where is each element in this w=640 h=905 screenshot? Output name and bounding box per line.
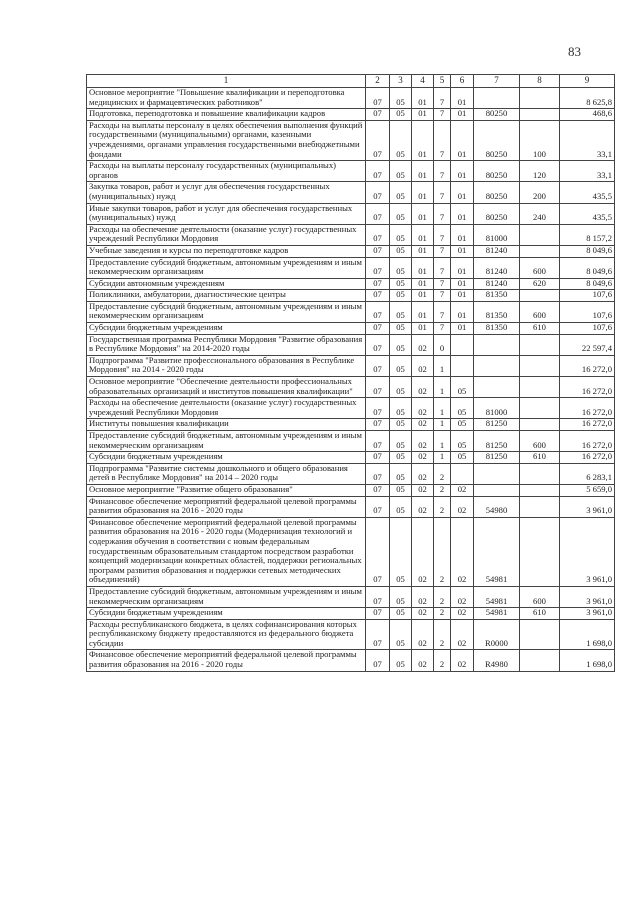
program-cell: 01 <box>412 109 434 121</box>
program-cell: 02 <box>412 619 434 650</box>
expense-name-cell: Подпрограмма "Развитие профессионального образования в Республике Мордовия" на 2014 - 2020 годы <box>87 355 366 376</box>
table-row <box>87 431 615 452</box>
prz-cell: 05 <box>390 323 412 335</box>
subprogram-cell: 2 <box>434 619 451 650</box>
rz-cell: 07 <box>366 377 390 398</box>
prz-cell: 05 <box>390 109 412 121</box>
direction-cell <box>474 463 520 484</box>
table-row <box>87 161 615 182</box>
rz-cell: 07 <box>366 88 390 109</box>
event-cell: 02 <box>451 484 474 496</box>
direction-cell: 80250 <box>474 120 520 160</box>
column-header: 8 <box>520 75 560 88</box>
column-header: 1 <box>87 75 366 88</box>
amount-cell: 8 157,2 <box>560 224 615 245</box>
event-cell: 01 <box>451 224 474 245</box>
rz-cell: 07 <box>366 496 390 517</box>
rz-cell: 07 <box>366 245 390 257</box>
prz-cell: 05 <box>390 334 412 355</box>
subprogram-cell: 7 <box>434 203 451 224</box>
expense-name-cell: Государственная программа Республики Мордовия "Развитие образования в Республике Мордовия" на 2014-2020 годы <box>87 334 366 355</box>
budget-table <box>86 74 615 672</box>
event-cell: 05 <box>451 452 474 464</box>
direction-cell: 80250 <box>474 182 520 203</box>
vr-cell: 610 <box>520 608 560 620</box>
prz-cell: 05 <box>390 398 412 419</box>
event-cell: 05 <box>451 419 474 431</box>
event-cell: 02 <box>451 608 474 620</box>
table-row <box>87 608 615 620</box>
table-row <box>87 224 615 245</box>
vr-cell: 100 <box>520 120 560 160</box>
amount-cell: 107,6 <box>560 323 615 335</box>
event-cell: 01 <box>451 120 474 160</box>
program-cell: 02 <box>412 398 434 419</box>
direction-cell: 81240 <box>474 245 520 257</box>
direction-cell: 81240 <box>474 278 520 290</box>
expense-name-cell: Субсидии бюджетным учреждениям <box>87 323 366 335</box>
table-row <box>87 463 615 484</box>
subprogram-cell: 2 <box>434 517 451 586</box>
direction-cell <box>474 355 520 376</box>
prz-cell: 05 <box>390 224 412 245</box>
rz-cell: 07 <box>366 334 390 355</box>
event-cell <box>451 334 474 355</box>
subprogram-cell: 7 <box>434 245 451 257</box>
event-cell: 01 <box>451 323 474 335</box>
table-row <box>87 290 615 302</box>
program-cell: 02 <box>412 586 434 607</box>
table-row <box>87 484 615 496</box>
amount-cell: 435,5 <box>560 182 615 203</box>
vr-cell <box>520 245 560 257</box>
expense-name-cell: Расходы на выплаты персоналу в целях обеспечения выполнения функций государственными (муниципальными) органами, казенными учреждениями, органами управления государственными внебюджетными фондами <box>87 120 366 160</box>
amount-cell: 6 283,1 <box>560 463 615 484</box>
direction-cell: 81350 <box>474 323 520 335</box>
rz-cell: 07 <box>366 463 390 484</box>
subprogram-cell: 2 <box>434 496 451 517</box>
event-cell: 01 <box>451 278 474 290</box>
rz-cell: 07 <box>366 182 390 203</box>
program-cell: 02 <box>412 431 434 452</box>
direction-cell: 81250 <box>474 419 520 431</box>
subprogram-cell: 7 <box>434 257 451 278</box>
vr-cell <box>520 650 560 671</box>
table-row <box>87 377 615 398</box>
column-header: 9 <box>560 75 615 88</box>
rz-cell: 07 <box>366 109 390 121</box>
table-row <box>87 650 615 671</box>
table-row <box>87 586 615 607</box>
header-row <box>87 75 615 88</box>
program-cell: 01 <box>412 88 434 109</box>
table-row <box>87 334 615 355</box>
vr-cell: 240 <box>520 203 560 224</box>
amount-cell: 5 659,0 <box>560 484 615 496</box>
prz-cell: 05 <box>390 650 412 671</box>
program-cell: 02 <box>412 377 434 398</box>
subprogram-cell: 7 <box>434 88 451 109</box>
vr-cell <box>520 290 560 302</box>
amount-cell: 3 961,0 <box>560 496 615 517</box>
prz-cell: 05 <box>390 182 412 203</box>
expense-name-cell: Расходы на обеспечение деятельности (оказание услуг) государственных учреждений Республики Мордовия <box>87 398 366 419</box>
vr-cell: 600 <box>520 431 560 452</box>
vr-cell <box>520 377 560 398</box>
event-cell: 01 <box>451 161 474 182</box>
expense-name-cell: Предоставление субсидий бюджетным, автономным учреждениям и иным некоммерческим организациям <box>87 586 366 607</box>
direction-cell: R0000 <box>474 619 520 650</box>
event-cell: 01 <box>451 182 474 203</box>
vr-cell: 620 <box>520 278 560 290</box>
direction-cell: 54981 <box>474 586 520 607</box>
prz-cell: 05 <box>390 496 412 517</box>
vr-cell: 610 <box>520 452 560 464</box>
table-row <box>87 619 615 650</box>
prz-cell: 05 <box>390 355 412 376</box>
program-cell: 01 <box>412 203 434 224</box>
subprogram-cell: 2 <box>434 608 451 620</box>
amount-cell: 16 272,0 <box>560 452 615 464</box>
rz-cell: 07 <box>366 586 390 607</box>
table-row <box>87 245 615 257</box>
prz-cell: 05 <box>390 619 412 650</box>
amount-cell: 3 961,0 <box>560 608 615 620</box>
table-row <box>87 203 615 224</box>
rz-cell: 07 <box>366 203 390 224</box>
program-cell: 01 <box>412 161 434 182</box>
program-cell: 02 <box>412 496 434 517</box>
column-header: 4 <box>412 75 434 88</box>
vr-cell <box>520 88 560 109</box>
event-cell: 01 <box>451 203 474 224</box>
expense-name-cell: Расходы на выплаты персоналу государственных (муниципальных) органов <box>87 161 366 182</box>
subprogram-cell: 1 <box>434 355 451 376</box>
rz-cell: 07 <box>366 323 390 335</box>
subprogram-cell: 7 <box>434 120 451 160</box>
program-cell: 02 <box>412 650 434 671</box>
program-cell: 02 <box>412 334 434 355</box>
subprogram-cell: 7 <box>434 290 451 302</box>
column-header: 7 <box>474 75 520 88</box>
rz-cell: 07 <box>366 290 390 302</box>
vr-cell <box>520 496 560 517</box>
direction-cell: 54980 <box>474 496 520 517</box>
direction-cell: 81250 <box>474 431 520 452</box>
event-cell: 01 <box>451 109 474 121</box>
column-header: 5 <box>434 75 451 88</box>
subprogram-cell: 2 <box>434 650 451 671</box>
amount-cell: 16 272,0 <box>560 419 615 431</box>
subprogram-cell: 0 <box>434 334 451 355</box>
table-row <box>87 517 615 586</box>
table-row <box>87 419 615 431</box>
direction-cell: 80250 <box>474 109 520 121</box>
amount-cell: 107,6 <box>560 290 615 302</box>
event-cell: 01 <box>451 290 474 302</box>
event-cell: 01 <box>451 88 474 109</box>
expense-name-cell: Предоставление субсидий бюджетным, автономным учреждениям и иным некоммерческим организациям <box>87 301 366 322</box>
table-row <box>87 109 615 121</box>
rz-cell: 07 <box>366 431 390 452</box>
program-cell: 01 <box>412 257 434 278</box>
direction-cell: 81350 <box>474 301 520 322</box>
expense-name-cell: Предоставление субсидий бюджетным, автономным учреждениям и иным некоммерческим организациям <box>87 257 366 278</box>
expense-name-cell: Основное мероприятие "Развитие общего образования" <box>87 484 366 496</box>
direction-cell: 81240 <box>474 257 520 278</box>
direction-cell: 81350 <box>474 290 520 302</box>
rz-cell: 07 <box>366 419 390 431</box>
event-cell: 02 <box>451 650 474 671</box>
subprogram-cell: 7 <box>434 323 451 335</box>
rz-cell: 07 <box>366 161 390 182</box>
direction-cell <box>474 88 520 109</box>
program-cell: 02 <box>412 463 434 484</box>
vr-cell <box>520 398 560 419</box>
amount-cell: 3 961,0 <box>560 517 615 586</box>
table-row <box>87 278 615 290</box>
amount-cell: 33,1 <box>560 161 615 182</box>
prz-cell: 05 <box>390 88 412 109</box>
prz-cell: 05 <box>390 608 412 620</box>
rz-cell: 07 <box>366 619 390 650</box>
program-cell: 01 <box>412 182 434 203</box>
expense-name-cell: Финансовое обеспечение мероприятий федеральной целевой программы развития образования на 2016 - 2020 годы <box>87 650 366 671</box>
amount-cell: 435,5 <box>560 203 615 224</box>
program-cell: 01 <box>412 120 434 160</box>
expense-name-cell: Подготовка, переподготовка и повышение квалификации кадров <box>87 109 366 121</box>
page-number: 83 <box>568 44 581 59</box>
vr-cell <box>520 334 560 355</box>
prz-cell: 05 <box>390 431 412 452</box>
event-cell: 02 <box>451 496 474 517</box>
table-row <box>87 323 615 335</box>
program-cell: 02 <box>412 608 434 620</box>
expense-name-cell: Расходы на обеспечение деятельности (оказание услуг) государственных учреждений Республики Мордовия <box>87 224 366 245</box>
subprogram-cell: 2 <box>434 484 451 496</box>
program-cell: 02 <box>412 452 434 464</box>
prz-cell: 05 <box>390 484 412 496</box>
direction-cell: 80250 <box>474 161 520 182</box>
amount-cell: 16 272,0 <box>560 431 615 452</box>
prz-cell: 05 <box>390 245 412 257</box>
vr-cell: 200 <box>520 182 560 203</box>
subprogram-cell: 7 <box>434 278 451 290</box>
event-cell: 02 <box>451 517 474 586</box>
expense-name-cell: Финансовое обеспечение мероприятий федеральной целевой программы развития образования на 2016 - 2020 годы <box>87 496 366 517</box>
vr-cell <box>520 619 560 650</box>
prz-cell: 05 <box>390 290 412 302</box>
table-row <box>87 301 615 322</box>
rz-cell: 07 <box>366 650 390 671</box>
prz-cell: 05 <box>390 120 412 160</box>
vr-cell: 600 <box>520 257 560 278</box>
expense-name-cell: Институты повышения квалификации <box>87 419 366 431</box>
subprogram-cell: 7 <box>434 161 451 182</box>
amount-cell: 8 049,6 <box>560 257 615 278</box>
column-header: 6 <box>451 75 474 88</box>
program-cell: 01 <box>412 301 434 322</box>
vr-cell: 600 <box>520 586 560 607</box>
expense-name-cell: Учебные заведения и курсы по переподготовке кадров <box>87 245 366 257</box>
rz-cell: 07 <box>366 608 390 620</box>
expense-name-cell: Подпрограмма "Развитие системы дошкольного и общего образования детей в Республике Мордовия" на 2014 – 2020 годы <box>87 463 366 484</box>
direction-cell <box>474 377 520 398</box>
expense-name-cell: Субсидии бюджетным учреждениям <box>87 608 366 620</box>
column-header: 3 <box>390 75 412 88</box>
table-row <box>87 88 615 109</box>
program-cell: 01 <box>412 224 434 245</box>
column-header: 2 <box>366 75 390 88</box>
prz-cell: 05 <box>390 161 412 182</box>
vr-cell: 600 <box>520 301 560 322</box>
amount-cell: 22 597,4 <box>560 334 615 355</box>
vr-cell <box>520 355 560 376</box>
vr-cell <box>520 463 560 484</box>
expense-name-cell: Основное мероприятие "Повышение квалификации и переподготовка медицинских и фармацевтических работников" <box>87 88 366 109</box>
expense-name-cell: Финансовое обеспечение мероприятий федеральной целевой программы развития образования на 2016 - 2020 годы (Модернизация технологий и содержания обучения в соответствии с новым федеральным государственным образовательным стандартом посредством разработки концепций модернизации конкретных областей, поддержки региональных программ развития образования и поддержки сетевых методических объединений) <box>87 517 366 586</box>
amount-cell: 1 698,0 <box>560 650 615 671</box>
event-cell: 02 <box>451 586 474 607</box>
event-cell <box>451 355 474 376</box>
prz-cell: 05 <box>390 586 412 607</box>
program-cell: 02 <box>412 419 434 431</box>
vr-cell <box>520 109 560 121</box>
direction-cell <box>474 334 520 355</box>
prz-cell: 05 <box>390 257 412 278</box>
table-row <box>87 182 615 203</box>
direction-cell: 54981 <box>474 517 520 586</box>
prz-cell: 05 <box>390 278 412 290</box>
table-body <box>87 88 615 672</box>
table-row <box>87 452 615 464</box>
event-cell: 01 <box>451 301 474 322</box>
table-row <box>87 120 615 160</box>
event-cell: 02 <box>451 619 474 650</box>
prz-cell: 05 <box>390 203 412 224</box>
program-cell: 01 <box>412 245 434 257</box>
rz-cell: 07 <box>366 355 390 376</box>
rz-cell: 07 <box>366 278 390 290</box>
subprogram-cell: 7 <box>434 182 451 203</box>
table-row <box>87 355 615 376</box>
amount-cell: 8 625,8 <box>560 88 615 109</box>
prz-cell: 05 <box>390 517 412 586</box>
table-row <box>87 257 615 278</box>
table-row <box>87 496 615 517</box>
vr-cell <box>520 517 560 586</box>
program-cell: 01 <box>412 278 434 290</box>
expense-name-cell: Расходы республиканского бюджета, в целях софинансирования которых республиканскому бюджету предоставляются из федерального бюджета субсидии <box>87 619 366 650</box>
subprogram-cell: 7 <box>434 301 451 322</box>
expense-name-cell: Иные закупки товаров, работ и услуг для обеспечения государственных (муниципальных) нужд <box>87 203 366 224</box>
amount-cell: 16 272,0 <box>560 377 615 398</box>
prz-cell: 05 <box>390 419 412 431</box>
subprogram-cell: 2 <box>434 463 451 484</box>
amount-cell: 8 049,6 <box>560 278 615 290</box>
rz-cell: 07 <box>366 224 390 245</box>
event-cell: 05 <box>451 377 474 398</box>
direction-cell <box>474 484 520 496</box>
subprogram-cell: 1 <box>434 377 451 398</box>
vr-cell: 610 <box>520 323 560 335</box>
expense-name-cell: Основное мероприятие "Обеспечение деятельности профессиональных образовательных организаций и институтов повышения квалификации" <box>87 377 366 398</box>
event-cell <box>451 463 474 484</box>
direction-cell: R4980 <box>474 650 520 671</box>
prz-cell: 05 <box>390 452 412 464</box>
prz-cell: 05 <box>390 301 412 322</box>
subprogram-cell: 1 <box>434 398 451 419</box>
prz-cell: 05 <box>390 463 412 484</box>
rz-cell: 07 <box>366 301 390 322</box>
direction-cell: 81000 <box>474 224 520 245</box>
rz-cell: 07 <box>366 120 390 160</box>
amount-cell: 16 272,0 <box>560 355 615 376</box>
expense-name-cell: Субсидии автономным учреждениям <box>87 278 366 290</box>
vr-cell <box>520 224 560 245</box>
rz-cell: 07 <box>366 452 390 464</box>
program-cell: 02 <box>412 355 434 376</box>
event-cell: 01 <box>451 257 474 278</box>
amount-cell: 3 961,0 <box>560 586 615 607</box>
subprogram-cell: 1 <box>434 452 451 464</box>
expense-name-cell: Предоставление субсидий бюджетным, автономным учреждениям и иным некоммерческим организациям <box>87 431 366 452</box>
event-cell: 05 <box>451 431 474 452</box>
rz-cell: 07 <box>366 257 390 278</box>
rz-cell: 07 <box>366 398 390 419</box>
amount-cell: 468,6 <box>560 109 615 121</box>
program-cell: 01 <box>412 290 434 302</box>
prz-cell: 05 <box>390 377 412 398</box>
expense-name-cell: Закупка товаров, работ и услуг для обеспечения государственных (муниципальных) нужд <box>87 182 366 203</box>
subprogram-cell: 7 <box>434 109 451 121</box>
direction-cell: 80250 <box>474 203 520 224</box>
amount-cell: 33,1 <box>560 120 615 160</box>
amount-cell: 107,6 <box>560 301 615 322</box>
vr-cell <box>520 419 560 431</box>
subprogram-cell: 7 <box>434 224 451 245</box>
event-cell: 05 <box>451 398 474 419</box>
table-row <box>87 398 615 419</box>
vr-cell: 120 <box>520 161 560 182</box>
direction-cell: 81250 <box>474 452 520 464</box>
program-cell: 02 <box>412 517 434 586</box>
rz-cell: 07 <box>366 484 390 496</box>
rz-cell: 07 <box>366 517 390 586</box>
program-cell: 01 <box>412 323 434 335</box>
amount-cell: 1 698,0 <box>560 619 615 650</box>
vr-cell <box>520 484 560 496</box>
expense-name-cell: Поликлиники, амбулатории, диагностические центры <box>87 290 366 302</box>
program-cell: 02 <box>412 484 434 496</box>
subprogram-cell: 1 <box>434 431 451 452</box>
subprogram-cell: 1 <box>434 419 451 431</box>
event-cell: 01 <box>451 245 474 257</box>
amount-cell: 16 272,0 <box>560 398 615 419</box>
subprogram-cell: 2 <box>434 586 451 607</box>
direction-cell: 54981 <box>474 608 520 620</box>
direction-cell: 81000 <box>474 398 520 419</box>
expense-name-cell: Субсидии бюджетным учреждениям <box>87 452 366 464</box>
amount-cell: 8 049,6 <box>560 245 615 257</box>
